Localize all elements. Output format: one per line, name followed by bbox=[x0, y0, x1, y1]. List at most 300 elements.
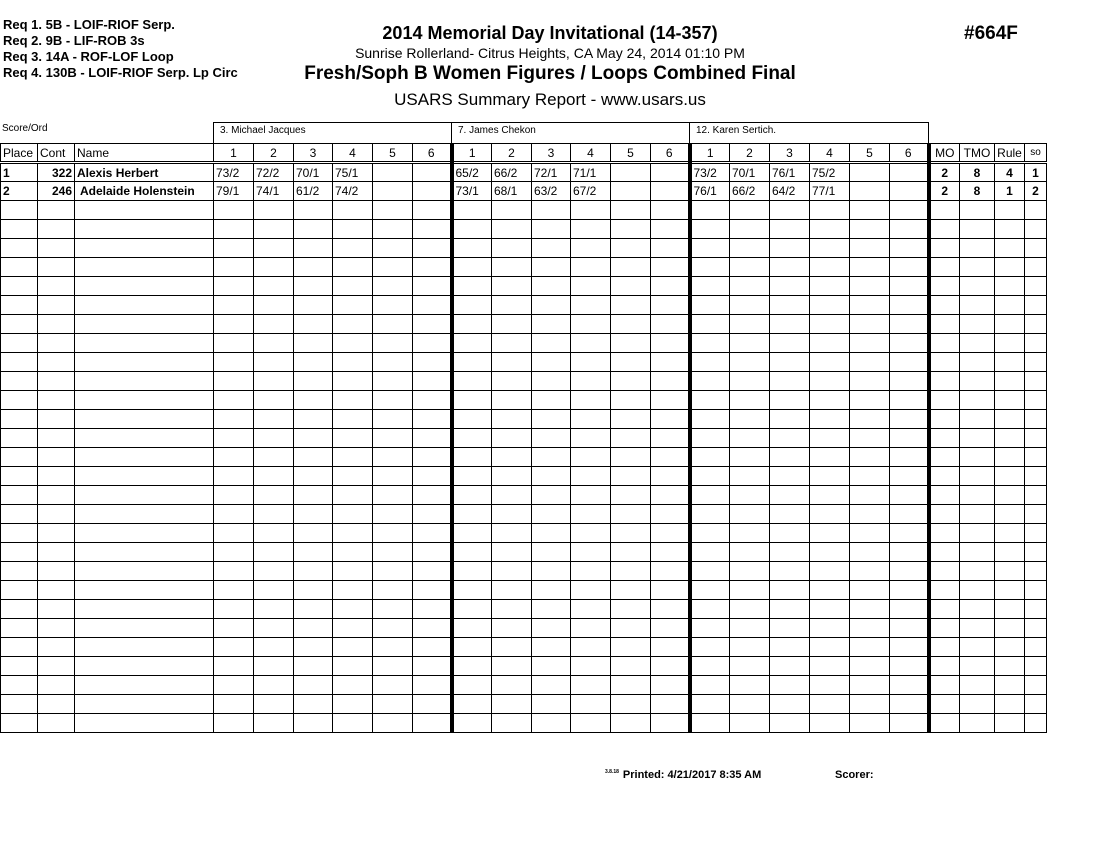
empty-cell bbox=[890, 467, 929, 486]
empty-table-row bbox=[1, 467, 1047, 486]
empty-cell bbox=[995, 296, 1025, 315]
empty-cell bbox=[532, 543, 571, 562]
empty-cell bbox=[611, 619, 651, 638]
empty-cell bbox=[413, 429, 452, 448]
j1-fig-1: 1 bbox=[214, 144, 254, 163]
empty-cell bbox=[492, 258, 532, 277]
empty-cell bbox=[254, 524, 294, 543]
empty-table-row bbox=[1, 201, 1047, 220]
empty-cell bbox=[492, 505, 532, 524]
score-cell bbox=[413, 163, 452, 182]
empty-cell bbox=[1, 277, 38, 296]
empty-cell bbox=[890, 372, 929, 391]
empty-table-row bbox=[1, 600, 1047, 619]
empty-cell bbox=[413, 638, 452, 657]
empty-cell bbox=[611, 220, 651, 239]
empty-cell bbox=[214, 638, 254, 657]
empty-cell bbox=[810, 296, 850, 315]
empty-cell bbox=[294, 505, 333, 524]
empty-cell bbox=[929, 657, 960, 676]
empty-cell bbox=[730, 334, 770, 353]
empty-cell bbox=[995, 562, 1025, 581]
empty-cell bbox=[413, 277, 452, 296]
empty-cell bbox=[333, 657, 373, 676]
empty-cell bbox=[611, 448, 651, 467]
empty-cell bbox=[452, 505, 492, 524]
empty-cell bbox=[294, 524, 333, 543]
empty-cell bbox=[333, 258, 373, 277]
empty-cell bbox=[294, 467, 333, 486]
so-cell: 2 bbox=[1025, 182, 1047, 201]
empty-cell bbox=[413, 372, 452, 391]
empty-cell bbox=[214, 676, 254, 695]
empty-cell bbox=[452, 277, 492, 296]
empty-cell bbox=[611, 505, 651, 524]
empty-cell bbox=[1, 524, 38, 543]
empty-cell bbox=[452, 562, 492, 581]
empty-cell bbox=[532, 220, 571, 239]
empty-cell bbox=[294, 220, 333, 239]
empty-cell bbox=[995, 695, 1025, 714]
empty-cell bbox=[1, 353, 38, 372]
empty-cell bbox=[294, 258, 333, 277]
empty-cell bbox=[38, 543, 75, 562]
table-row bbox=[1, 163, 1047, 182]
empty-cell bbox=[413, 676, 452, 695]
empty-cell bbox=[294, 657, 333, 676]
empty-cell bbox=[770, 524, 810, 543]
empty-cell bbox=[850, 600, 890, 619]
col-place: Place bbox=[1, 144, 38, 163]
empty-cell bbox=[611, 353, 651, 372]
empty-table-row bbox=[1, 334, 1047, 353]
empty-cell bbox=[294, 410, 333, 429]
empty-cell bbox=[373, 391, 413, 410]
empty-cell bbox=[929, 581, 960, 600]
empty-cell bbox=[75, 391, 214, 410]
empty-table-row bbox=[1, 448, 1047, 467]
empty-cell bbox=[810, 600, 850, 619]
empty-cell bbox=[690, 334, 730, 353]
empty-cell bbox=[413, 353, 452, 372]
judge-header-3: 12. Karen Sertich. bbox=[689, 122, 929, 143]
score-cell bbox=[890, 163, 929, 182]
empty-cell bbox=[75, 410, 214, 429]
empty-cell bbox=[373, 315, 413, 334]
empty-cell bbox=[38, 505, 75, 524]
empty-cell bbox=[1, 239, 38, 258]
empty-cell bbox=[929, 695, 960, 714]
empty-cell bbox=[890, 714, 929, 733]
empty-cell bbox=[532, 676, 571, 695]
j3-fig-5: 5 bbox=[850, 144, 890, 163]
empty-cell bbox=[492, 277, 532, 296]
empty-cell bbox=[1, 429, 38, 448]
empty-cell bbox=[690, 714, 730, 733]
empty-cell bbox=[810, 220, 850, 239]
empty-cell bbox=[890, 296, 929, 315]
empty-cell bbox=[38, 638, 75, 657]
empty-cell bbox=[730, 391, 770, 410]
empty-cell bbox=[571, 695, 611, 714]
empty-cell bbox=[254, 372, 294, 391]
empty-cell bbox=[38, 220, 75, 239]
empty-cell bbox=[254, 315, 294, 334]
empty-cell bbox=[611, 467, 651, 486]
j2-fig-5: 5 bbox=[611, 144, 651, 163]
empty-cell bbox=[960, 391, 995, 410]
empty-cell bbox=[730, 562, 770, 581]
empty-cell bbox=[770, 201, 810, 220]
empty-cell bbox=[452, 372, 492, 391]
empty-cell bbox=[850, 619, 890, 638]
empty-cell bbox=[413, 486, 452, 505]
empty-cell bbox=[75, 277, 214, 296]
empty-cell bbox=[929, 201, 960, 220]
scorer-label: Scorer: bbox=[835, 769, 874, 781]
empty-cell bbox=[333, 429, 373, 448]
empty-cell bbox=[929, 505, 960, 524]
empty-cell bbox=[492, 239, 532, 258]
empty-cell bbox=[890, 429, 929, 448]
empty-cell bbox=[890, 201, 929, 220]
cont-cell: 322 bbox=[38, 163, 75, 182]
empty-cell bbox=[373, 334, 413, 353]
empty-cell bbox=[214, 524, 254, 543]
empty-cell bbox=[810, 581, 850, 600]
empty-cell bbox=[254, 391, 294, 410]
empty-cell bbox=[492, 562, 532, 581]
empty-cell bbox=[730, 429, 770, 448]
empty-cell bbox=[1, 296, 38, 315]
empty-cell bbox=[730, 239, 770, 258]
empty-cell bbox=[1, 258, 38, 277]
empty-cell bbox=[611, 277, 651, 296]
empty-cell bbox=[413, 562, 452, 581]
empty-cell bbox=[1025, 372, 1047, 391]
score-cell: 64/2 bbox=[770, 182, 810, 201]
empty-cell bbox=[929, 239, 960, 258]
empty-cell bbox=[960, 486, 995, 505]
empty-cell bbox=[38, 410, 75, 429]
empty-cell bbox=[373, 676, 413, 695]
column-header-row bbox=[1, 144, 1047, 163]
empty-cell bbox=[38, 657, 75, 676]
empty-cell bbox=[1025, 600, 1047, 619]
empty-cell bbox=[651, 258, 690, 277]
empty-cell bbox=[810, 638, 850, 657]
empty-cell bbox=[1025, 220, 1047, 239]
empty-cell bbox=[960, 429, 995, 448]
empty-cell bbox=[890, 543, 929, 562]
empty-cell bbox=[810, 714, 850, 733]
empty-cell bbox=[770, 410, 810, 429]
empty-cell bbox=[730, 486, 770, 505]
requirement-3: Req 3. 14A - ROF-LOF Loop bbox=[3, 49, 174, 64]
empty-cell bbox=[960, 467, 995, 486]
score-cell: 66/2 bbox=[492, 163, 532, 182]
empty-cell bbox=[890, 258, 929, 277]
empty-cell bbox=[294, 562, 333, 581]
empty-cell bbox=[1, 372, 38, 391]
empty-cell bbox=[770, 695, 810, 714]
empty-cell bbox=[1, 600, 38, 619]
empty-cell bbox=[960, 619, 995, 638]
empty-cell bbox=[254, 638, 294, 657]
empty-cell bbox=[850, 277, 890, 296]
empty-cell bbox=[929, 543, 960, 562]
empty-cell bbox=[373, 258, 413, 277]
empty-cell bbox=[75, 676, 214, 695]
empty-cell bbox=[373, 429, 413, 448]
empty-cell bbox=[810, 239, 850, 258]
empty-cell bbox=[532, 486, 571, 505]
empty-cell bbox=[333, 524, 373, 543]
empty-cell bbox=[810, 448, 850, 467]
empty-cell bbox=[452, 429, 492, 448]
empty-cell bbox=[38, 467, 75, 486]
empty-cell bbox=[214, 353, 254, 372]
empty-cell bbox=[413, 619, 452, 638]
empty-cell bbox=[492, 372, 532, 391]
score-cell: 77/1 bbox=[810, 182, 850, 201]
empty-cell bbox=[413, 543, 452, 562]
empty-cell bbox=[960, 334, 995, 353]
empty-cell bbox=[571, 562, 611, 581]
empty-cell bbox=[452, 676, 492, 695]
empty-cell bbox=[1025, 391, 1047, 410]
rule-cell: 1 bbox=[995, 182, 1025, 201]
empty-cell bbox=[730, 524, 770, 543]
empty-cell bbox=[960, 543, 995, 562]
empty-cell bbox=[810, 410, 850, 429]
empty-cell bbox=[960, 315, 995, 334]
empty-cell bbox=[214, 391, 254, 410]
empty-cell bbox=[294, 391, 333, 410]
empty-cell bbox=[254, 581, 294, 600]
empty-cell bbox=[690, 467, 730, 486]
empty-table-row bbox=[1, 258, 1047, 277]
empty-cell bbox=[850, 220, 890, 239]
empty-cell bbox=[960, 372, 995, 391]
empty-table-row bbox=[1, 486, 1047, 505]
empty-cell bbox=[492, 581, 532, 600]
empty-cell bbox=[810, 657, 850, 676]
empty-cell bbox=[254, 258, 294, 277]
empty-cell bbox=[850, 676, 890, 695]
empty-cell bbox=[373, 372, 413, 391]
empty-cell bbox=[492, 334, 532, 353]
empty-table-row bbox=[1, 714, 1047, 733]
rule-cell: 4 bbox=[995, 163, 1025, 182]
empty-cell bbox=[333, 277, 373, 296]
report-subtitle: USARS Summary Report - www.usars.us bbox=[394, 90, 706, 109]
empty-cell bbox=[333, 486, 373, 505]
score-cell: 67/2 bbox=[571, 182, 611, 201]
score-cell: 70/1 bbox=[294, 163, 333, 182]
empty-cell bbox=[810, 695, 850, 714]
empty-cell bbox=[571, 524, 611, 543]
empty-cell bbox=[770, 296, 810, 315]
empty-cell bbox=[1025, 277, 1047, 296]
empty-cell bbox=[1, 619, 38, 638]
empty-cell bbox=[38, 448, 75, 467]
empty-cell bbox=[254, 239, 294, 258]
empty-cell bbox=[413, 657, 452, 676]
empty-cell bbox=[960, 353, 995, 372]
empty-cell bbox=[651, 277, 690, 296]
judge-header-1: 3. Michael Jacques bbox=[213, 122, 452, 143]
empty-cell bbox=[413, 391, 452, 410]
empty-cell bbox=[890, 391, 929, 410]
empty-cell bbox=[452, 353, 492, 372]
empty-cell bbox=[254, 600, 294, 619]
empty-cell bbox=[1025, 543, 1047, 562]
empty-cell bbox=[810, 524, 850, 543]
empty-cell bbox=[960, 448, 995, 467]
empty-cell bbox=[413, 714, 452, 733]
empty-cell bbox=[850, 334, 890, 353]
empty-cell bbox=[810, 258, 850, 277]
empty-cell bbox=[611, 410, 651, 429]
empty-cell bbox=[770, 220, 810, 239]
empty-table-row bbox=[1, 277, 1047, 296]
empty-cell bbox=[995, 638, 1025, 657]
empty-cell bbox=[492, 201, 532, 220]
empty-cell bbox=[730, 600, 770, 619]
empty-cell bbox=[413, 410, 452, 429]
empty-cell bbox=[770, 353, 810, 372]
empty-cell bbox=[1, 315, 38, 334]
empty-cell bbox=[651, 543, 690, 562]
empty-cell bbox=[890, 239, 929, 258]
empty-table-row bbox=[1, 220, 1047, 239]
empty-cell bbox=[492, 296, 532, 315]
empty-cell bbox=[770, 448, 810, 467]
j3-fig-2: 2 bbox=[730, 144, 770, 163]
empty-cell bbox=[492, 676, 532, 695]
empty-cell bbox=[373, 239, 413, 258]
empty-cell bbox=[294, 334, 333, 353]
empty-cell bbox=[532, 239, 571, 258]
empty-cell bbox=[690, 562, 730, 581]
version-label: 3.8.18 bbox=[605, 769, 619, 775]
empty-cell bbox=[413, 581, 452, 600]
empty-cell bbox=[333, 619, 373, 638]
empty-cell bbox=[850, 353, 890, 372]
empty-cell bbox=[690, 353, 730, 372]
empty-cell bbox=[730, 220, 770, 239]
empty-cell bbox=[890, 410, 929, 429]
empty-cell bbox=[730, 201, 770, 220]
score-cell: 79/1 bbox=[214, 182, 254, 201]
empty-cell bbox=[1, 391, 38, 410]
score-cell bbox=[890, 182, 929, 201]
empty-cell bbox=[995, 581, 1025, 600]
empty-cell bbox=[810, 619, 850, 638]
empty-cell bbox=[254, 201, 294, 220]
empty-cell bbox=[333, 391, 373, 410]
empty-cell bbox=[651, 220, 690, 239]
empty-cell bbox=[254, 562, 294, 581]
empty-cell bbox=[452, 695, 492, 714]
empty-cell bbox=[532, 391, 571, 410]
empty-cell bbox=[690, 315, 730, 334]
empty-cell bbox=[810, 372, 850, 391]
empty-table-row bbox=[1, 296, 1047, 315]
empty-cell bbox=[333, 353, 373, 372]
empty-cell bbox=[651, 714, 690, 733]
empty-cell bbox=[1, 486, 38, 505]
empty-cell bbox=[214, 239, 254, 258]
empty-cell bbox=[651, 334, 690, 353]
empty-cell bbox=[1025, 714, 1047, 733]
printed-timestamp: Printed: 4/21/2017 8:35 AM bbox=[622, 769, 762, 781]
empty-cell bbox=[995, 486, 1025, 505]
empty-cell bbox=[1025, 410, 1047, 429]
empty-cell bbox=[373, 619, 413, 638]
empty-cell bbox=[651, 201, 690, 220]
empty-cell bbox=[75, 619, 214, 638]
empty-cell bbox=[75, 239, 214, 258]
empty-table-row bbox=[1, 372, 1047, 391]
empty-cell bbox=[810, 676, 850, 695]
empty-cell bbox=[611, 258, 651, 277]
empty-cell bbox=[254, 353, 294, 372]
empty-cell bbox=[960, 258, 995, 277]
empty-cell bbox=[770, 277, 810, 296]
empty-cell bbox=[1, 543, 38, 562]
event-title: Fresh/Soph B Women Figures / Loops Combined Final bbox=[304, 63, 796, 84]
empty-cell bbox=[214, 220, 254, 239]
empty-cell bbox=[294, 714, 333, 733]
empty-table-row bbox=[1, 619, 1047, 638]
empty-cell bbox=[254, 543, 294, 562]
empty-cell bbox=[452, 220, 492, 239]
empty-cell bbox=[995, 391, 1025, 410]
empty-cell bbox=[452, 486, 492, 505]
empty-cell bbox=[690, 695, 730, 714]
empty-cell bbox=[571, 258, 611, 277]
empty-cell bbox=[850, 486, 890, 505]
empty-cell bbox=[1025, 562, 1047, 581]
empty-cell bbox=[611, 315, 651, 334]
empty-cell bbox=[770, 391, 810, 410]
empty-cell bbox=[75, 467, 214, 486]
empty-cell bbox=[690, 486, 730, 505]
empty-cell bbox=[850, 543, 890, 562]
empty-cell bbox=[651, 600, 690, 619]
empty-cell bbox=[413, 524, 452, 543]
empty-cell bbox=[1, 581, 38, 600]
empty-cell bbox=[730, 714, 770, 733]
empty-cell bbox=[571, 448, 611, 467]
empty-cell bbox=[254, 334, 294, 353]
empty-cell bbox=[254, 505, 294, 524]
empty-cell bbox=[929, 714, 960, 733]
empty-cell bbox=[571, 220, 611, 239]
empty-cell bbox=[333, 543, 373, 562]
empty-cell bbox=[413, 695, 452, 714]
empty-cell bbox=[651, 315, 690, 334]
empty-cell bbox=[850, 239, 890, 258]
empty-cell bbox=[611, 676, 651, 695]
j3-fig-1: 1 bbox=[690, 144, 730, 163]
empty-cell bbox=[730, 410, 770, 429]
empty-cell bbox=[810, 315, 850, 334]
empty-cell bbox=[651, 391, 690, 410]
empty-cell bbox=[413, 315, 452, 334]
